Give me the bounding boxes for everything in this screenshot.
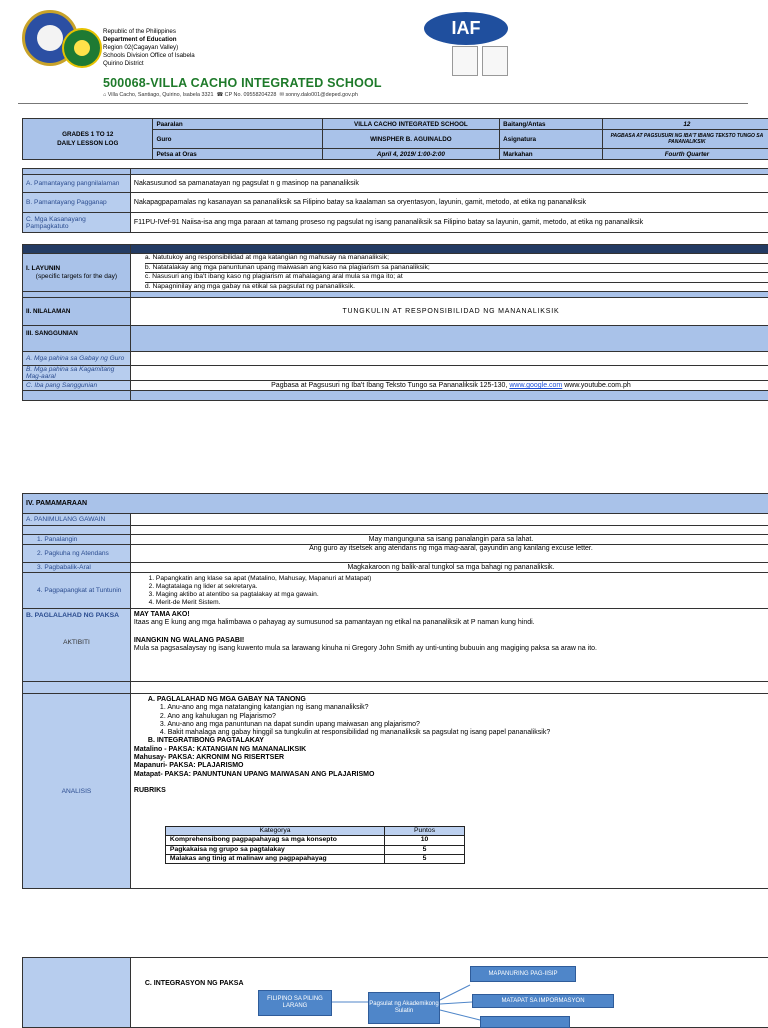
table-row: Pagkakaisa ng grupo sa pagtalakay 5 [165,845,464,854]
home-icon: ⌂ [103,92,106,98]
group-item: Mahusay- PAKSA: AKRONIM NG RISERTSER [134,754,768,762]
layunin-item: b. Natatalakay ang mga panuntunan upang maiwasan ang kaso na plagiarism sa pananaliksik; [145,264,768,274]
diagram-box-right-2: MATAPAT SA IMPORMASYON [472,994,614,1008]
dept-text: Department of Education [103,36,177,44]
sanggunian-label-b: B. Mga pahina sa Kagamitang Mag-aaral [23,366,131,381]
petsa-value: April 4, 2019/ 1:00-2:00 [322,149,500,160]
grades-title: GRADES 1 TO 12 DAILY LESSON LOG [23,119,153,160]
list-item: 2. Magtatalaga ng lider at sekretarya. [156,583,768,591]
sanggunian-label-a: A. Mga pahina sa Gabay ng Guro [23,352,131,366]
school-address: ⌂ Villa Cacho, Santiago, Quirino, Isabela 3321 ☎ CP No. 09558204228 ✉ sonny.dalo001@deped.gov.ph [103,92,358,98]
question-item: 2. Ano ang kahulugan ng Plajarismo? [134,713,768,721]
diagram-box-right-3 [480,1016,570,1028]
aktibiti-title-1: MAY TAMA AKO! [134,611,768,619]
panimula-label: A. PANIMULANG GAWAIN [23,514,131,526]
standard-label-c: C. Mga Kasanayang Pampagkatuto [23,213,131,233]
analisis-b-title: B. INTEGRATIBONG PAGTALAKAY [134,737,768,745]
list-item: 1. Papangkatin ang klase sa apat (Matalino, Mahusay, Mapanuri at Matapat) [156,575,768,583]
step-label: 2. Pagkuha ng Atendans [23,545,131,563]
standard-value-b: Nakapagpapamalas ng kasanayan sa pananaliksik sa Filipino batay sa kaalaman sa oryentasyon, layunin, gamit, metodo, at etika ng pananaliksik [130,193,768,213]
rubriks-label: RUBRIKS [134,787,768,795]
aktibiti-text-2: Mula sa pagsasalaysay ng isang kuwento mula sa larawang kinuha ni Gregory John Smith ay unti-unting bubuuin ang magiging paksa sa araw na ito. [134,645,768,653]
list-item: 3. Maging aktibo at atentibo sa pagtalakay at mga gawain. [156,591,768,599]
pamamaraan-label: IV. PAMAMARAAN [23,494,768,514]
group-item: Matalino - PAKSA: KATANGIAN NG MANANALIKSIK [134,746,768,754]
standard-label-a: A. Pamantayang pangnilalaman [23,175,131,193]
iaf-logo: IAF [424,12,508,45]
sanggunian-label-c: C. Iba pang Sanggunian [23,381,131,391]
rubric-header-kategorya: Kategorya [165,827,384,836]
step-label: 1. Panalangin [23,535,131,545]
integrasyon-title: C. INTEGRASYON NG PAKSA [145,980,244,987]
layunin-label: I. LAYUNIN [26,265,127,273]
phone-icon: ☎ [216,92,223,98]
paaralan-label: Paaralan [153,119,322,130]
diagram-box-center: Pagsulat ng Akademikong Sulatin [368,992,440,1024]
district-text: Quirino District [103,60,144,68]
nilalaman-label: II. NILALAMAN [23,298,131,326]
baitang-label: Baitang/Antas [500,119,603,130]
layunin-item: d. Napagninilay ang mga gabay na etikal sa pagsulat ng pananaliksik. [145,283,768,292]
step-label: 3. Pagbabalik-Aral [23,563,131,573]
table-row: Malakas ang tinig at malinaw ang pagpapahayag 5 [165,854,464,863]
baitang-value: 12 [602,119,768,130]
guro-label: Guro [153,130,322,149]
table-row: Komprehensibong pagpapahayag sa mga konsepto 10 [165,836,464,845]
step-value: Ang guro ay itsetsek ang atendans ng mga mag-aaral, gayundin ang kanilang excuse letter. [130,545,768,563]
question-item: 1. Anu-ano ang mga natatanging katangian ng isang mananaliksik? [134,704,768,712]
analisis-a-title: A. PAGLALAHAD NG MGA GABAY NA TANONG [134,696,768,704]
paglalahad-label: B. PAGLALAHAD NG PAKSA [26,612,127,619]
layunin-item: a. Natutukoy ang responsibilidad at mga katangian ng mahusay na mananaliksik; [145,254,768,264]
guro-value: WINSPHER B. AGUINALDO [322,130,500,149]
standard-label-b: B. Pamantayang Pagganap [23,193,131,213]
republic-text: Republic of the Philippines [103,28,176,36]
sanggunian-value-c: Pagbasa at Pagsusuri ng Iba't Ibang Teksto Tungo sa Pananaliksik 125-130, www.google.com www.youtube.com.ph [130,381,768,391]
region-text: Region 02(Cagayan Valley) [103,44,178,52]
asignatura-value: PAGBASA AT PAGSUSURI NG IBA'T IBANG TEKSTO TUNGO SA PANANALIKSIK [602,130,768,149]
standard-value-c: F11PU-IVef-91 Naiisa-isa ang mga paraan at tamang proseso ng pagsulat ng isang pananaliksik sa Filipino batay sa layunin, gamit, metodo, at etika ng pananaliksik [130,213,768,233]
question-item: 3. Anu-ano ang mga panuntunan na dapat sundin upang maiwasan ang plajarismo? [134,721,768,729]
pagpapangkat-label: 4. Pagpapangkat at Tuntunin [23,573,131,609]
group-item: Mapanuri- PAKSA: PLAJARISMO [134,762,768,770]
school-name: 500068-VILLA CACHO INTEGRATED SCHOOL [103,76,382,90]
group-item: Matapat- PAKSA: PANUNTUNAN UPANG MAIWASAN ANG PLAJARISMO [134,771,768,779]
markahan-value: Fourth Quarter [602,149,768,160]
rubric-header-puntos: Puntos [385,827,465,836]
petsa-label: Petsa at Oras [153,149,322,160]
layunin-item: c. Nasusuri ang iba't ibang kaso ng plagiarism at mahalagang aral mula sa mga ito; at [145,273,768,283]
analisis-label: ANALISIS [23,694,131,889]
nilalaman-value: TUNGKULIN AT RESPONSIBILIDAD NG MANANALIKSIK [130,298,768,326]
aktibiti-text-1: Itaas ang E kung ang mga halimbawa o pahayag ay sumusunod sa pamantayan ng etikal na pananaliksik at P naman kung hindi. [134,619,768,627]
step-value: Magkakaroon ng balik-aral tungkol sa mga bahagi ng pananaliksik. [130,563,768,573]
mail-icon: ✉ [279,92,284,98]
markahan-label: Markahan [500,149,603,160]
standard-value-a: Nakasusunod sa pamanatayan ng pagsulat n g masinop na pananaliksik [130,175,768,193]
google-link[interactable]: www.google.com [509,382,562,389]
paaralan-value: VILLA CACHO INTEGRATED SCHOOL [322,119,500,130]
step-value: May mangunguna sa isang panalangin para sa lahat. [130,535,768,545]
list-item: 4. Merit-de Merit Sistem. [156,599,768,607]
question-item: 4. Bakit mahalaga ang gabay hinggil sa tungkulin at responsibilidad ng mananaliksik sa pagsulat ng isang papel pananaliksik? [134,729,768,737]
aktibiti-label: AKTIBITI [26,639,127,646]
asignatura-label: Asignatura [500,130,603,149]
layunin-sub: (specific targets for the day) [26,273,127,281]
diagram-box-left: FILIPINO SA PILING LARANG [258,990,332,1016]
diagram-box-right-1: MAPANURING PAG-IISIP [470,966,576,982]
sanggunian-label: III. SANGGUNIAN [23,326,131,352]
division-text: Schools Division Office of Isabela [103,52,195,60]
aktibiti-title-2: INANGKIN NG WALANG PASABI! [134,637,768,645]
